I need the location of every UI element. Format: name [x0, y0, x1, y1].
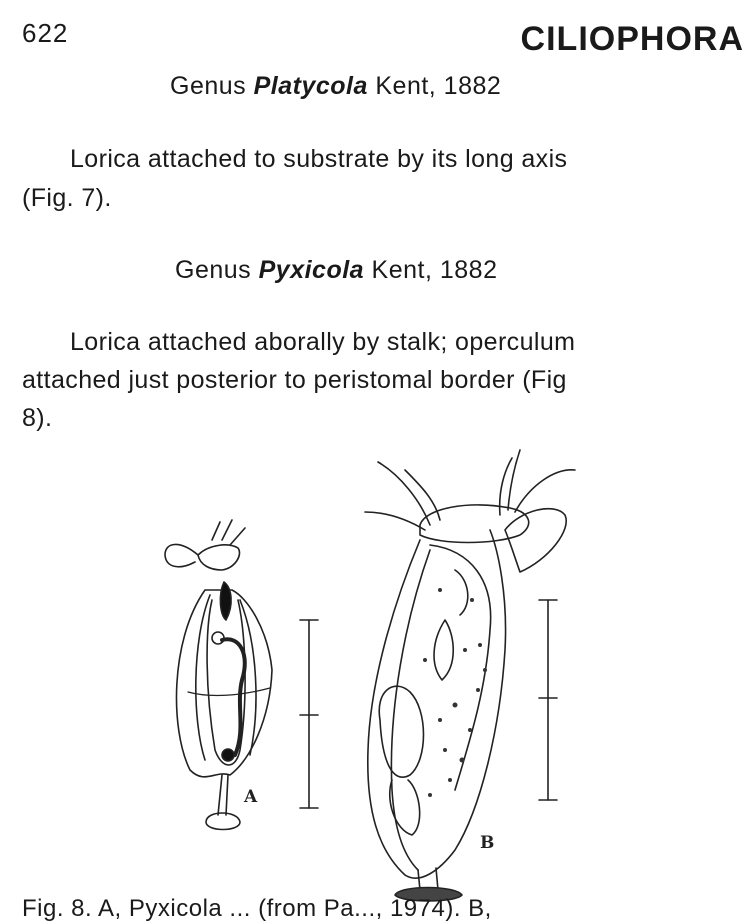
- genus-authority: Kent, 1882: [375, 72, 502, 100]
- body-line: attached just posterior to peristomal border (Fig: [22, 366, 567, 394]
- body-line: Lorica attached aborally by stalk; operculum: [70, 328, 576, 356]
- genus-heading-pyxicola: [175, 256, 497, 285]
- page-number: 622: [22, 18, 69, 48]
- figure-illustration: [0, 430, 714, 900]
- body-line: 8).: [22, 404, 53, 432]
- drawing-b: [365, 450, 575, 901]
- running-head: CILIOPHORA: [520, 20, 744, 58]
- genus-name: Pyxicola: [258, 256, 365, 284]
- genus-name: Platycola: [253, 72, 368, 100]
- figure-label-b: B: [480, 833, 495, 853]
- figure-label-a: A: [244, 787, 258, 807]
- genus-authority: Kent, 1882: [371, 256, 498, 284]
- genus-prefix: Genus: [170, 72, 247, 100]
- figure-caption: Fig. 8. A, Pyxicola ... (from Pa..., 1974). B,: [22, 895, 492, 922]
- body-line: (Fig. 7).: [22, 184, 112, 212]
- genus-prefix: Genus: [175, 256, 252, 284]
- genus-heading-platycola: [170, 72, 501, 101]
- drawing-a: [165, 520, 318, 830]
- body-line: Lorica attached to substrate by its long axis: [70, 145, 568, 173]
